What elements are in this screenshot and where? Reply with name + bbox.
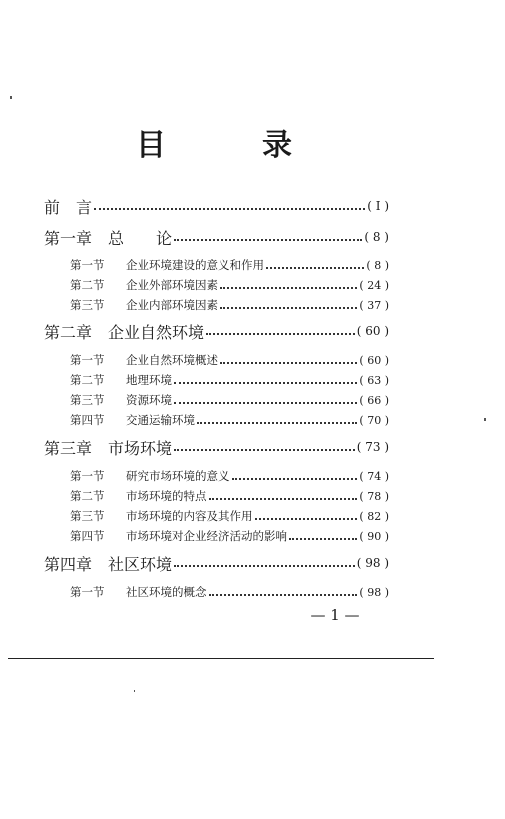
toc-section-row xyxy=(70,390,389,410)
section-title: 资源环境 xyxy=(126,393,172,407)
dot-leader xyxy=(220,287,357,289)
page-reference: ( 8 ) xyxy=(366,258,389,272)
dot-leader xyxy=(206,333,355,335)
toc-chapter-row xyxy=(44,437,389,457)
title-char-1: 目 xyxy=(136,128,166,163)
chapter-title: 第二章 企业自然环境 xyxy=(44,322,205,341)
toc-chapter-row xyxy=(44,321,389,341)
section-number: 第一节 xyxy=(70,469,105,483)
section-title: 市场环境对企业经济活动的影响 xyxy=(126,529,287,543)
dot-leader xyxy=(220,362,357,364)
dot-leader xyxy=(174,239,362,241)
section-number: 第二节 xyxy=(70,489,105,503)
section-title: 企业内部环境因素 xyxy=(126,298,218,312)
dot-leader xyxy=(255,518,358,520)
dot-leader xyxy=(289,538,357,540)
page-reference: ( I ) xyxy=(367,199,389,213)
toc-section-row xyxy=(70,350,389,370)
toc-section-row xyxy=(70,255,389,275)
toc-section-row xyxy=(70,370,389,390)
dot-leader xyxy=(174,449,355,451)
toc-section-row xyxy=(70,295,389,315)
page-reference: ( 98 ) xyxy=(359,585,389,599)
dot-leader xyxy=(174,402,357,404)
section-number: 第二节 xyxy=(70,373,105,387)
dot-leader xyxy=(209,594,358,596)
chapter-title: 第一章 总 论 xyxy=(44,228,173,247)
dot-leader xyxy=(174,565,355,567)
section-number: 第一节 xyxy=(70,585,105,599)
page-reference: ( 60 ) xyxy=(359,353,389,367)
section-title: 市场环境的特点 xyxy=(126,489,207,503)
dot-leader xyxy=(266,267,364,269)
page-reference: ( 37 ) xyxy=(359,298,389,312)
section-number: 第一节 xyxy=(70,258,105,272)
page-reference: ( 78 ) xyxy=(359,489,389,503)
toc-section-row xyxy=(70,486,389,506)
page-reference: ( 63 ) xyxy=(359,373,389,387)
scan-speck xyxy=(10,96,12,99)
chapter-title: 第三章 市场环境 xyxy=(44,438,173,457)
section-number: 第四节 xyxy=(70,413,105,427)
section-title: 交通运输环境 xyxy=(126,413,195,427)
page-reference: ( 70 ) xyxy=(359,413,389,427)
toc-section-row xyxy=(70,275,389,295)
page-reference: ( 24 ) xyxy=(359,278,389,292)
section-number: 第一节 xyxy=(70,353,105,367)
section-number: 第四节 xyxy=(70,529,105,543)
dot-leader xyxy=(220,307,357,309)
chapter-title: 前 言 xyxy=(44,197,93,216)
section-title: 市场环境的内容及其作用 xyxy=(126,509,253,523)
dot-leader xyxy=(209,498,358,500)
toc-section-row xyxy=(70,466,389,486)
section-title: 社区环境的概念 xyxy=(126,585,207,599)
section-title: 企业外部环境因素 xyxy=(126,278,218,292)
toc-chapter-row xyxy=(44,553,389,573)
title-char-2: 录 xyxy=(262,128,292,163)
section-number: 第二节 xyxy=(70,278,105,292)
page-reference: ( 8 ) xyxy=(364,230,389,244)
chapter-title: 第四章 社区环境 xyxy=(44,554,173,573)
page-reference: ( 74 ) xyxy=(359,469,389,483)
page-number: — 1 — xyxy=(310,606,360,624)
toc-section-row xyxy=(70,582,389,602)
dot-leader xyxy=(232,478,358,480)
page-reference: ( 98 ) xyxy=(356,556,389,570)
section-title: 企业自然环境概述 xyxy=(126,353,218,367)
section-number: 第三节 xyxy=(70,509,105,523)
toc-chapter-row xyxy=(44,196,389,216)
section-number: 第三节 xyxy=(70,298,105,312)
page-reference: ( 90 ) xyxy=(359,529,389,543)
toc-section-row xyxy=(70,506,389,526)
toc-chapter-row xyxy=(44,227,389,247)
section-title: 研究市场环境的意义 xyxy=(126,469,230,483)
page-reference: ( 73 ) xyxy=(356,440,389,454)
page-reference: ( 60 ) xyxy=(356,324,389,338)
page-reference: ( 82 ) xyxy=(359,509,389,523)
toc-section-row xyxy=(70,410,389,430)
dot-leader xyxy=(197,422,357,424)
page-reference: ( 66 ) xyxy=(359,393,389,407)
scan-speck xyxy=(134,690,135,692)
bottom-rule xyxy=(8,658,434,659)
toc-section-row xyxy=(70,526,389,546)
section-title: 企业环境建设的意义和作用 xyxy=(126,258,264,272)
dot-leader xyxy=(94,208,365,210)
section-number: 第三节 xyxy=(70,393,105,407)
section-title: 地理环境 xyxy=(126,373,172,387)
dot-leader xyxy=(174,382,357,384)
scan-speck xyxy=(484,418,486,421)
